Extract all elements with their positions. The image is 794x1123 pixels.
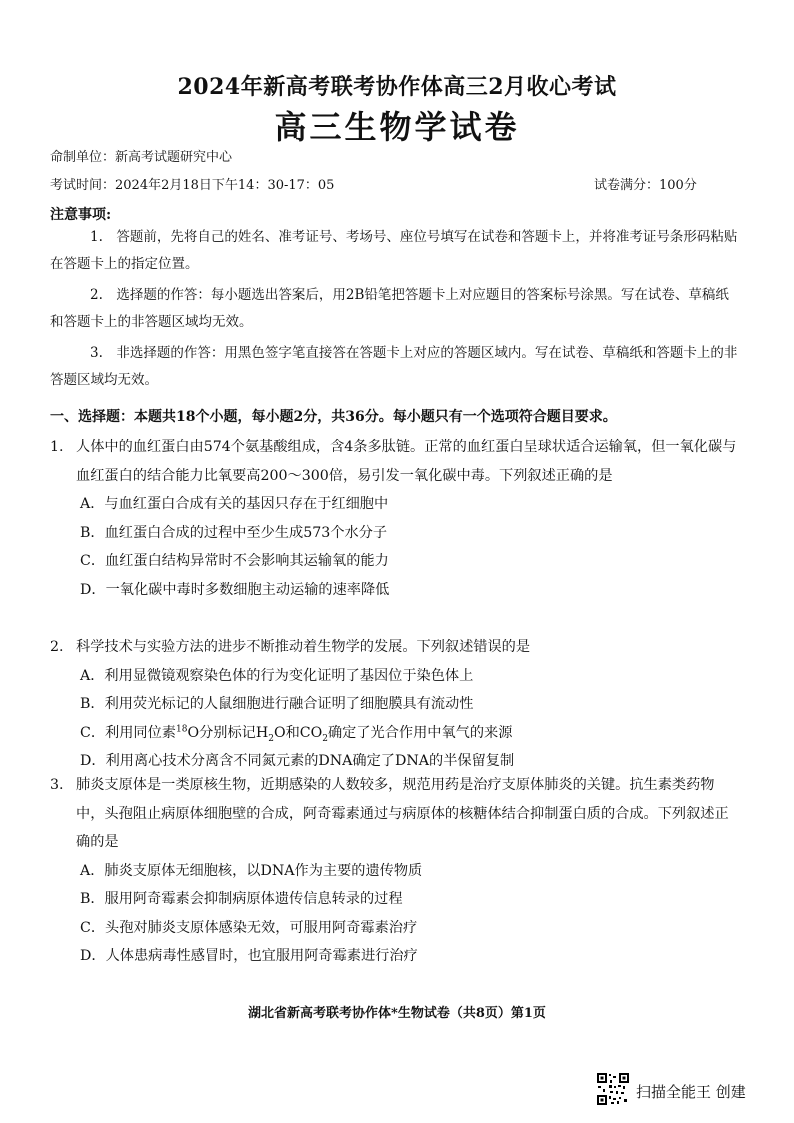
section-heading: 一、选择题：本题共18个小题，每小题2分，共36分。每小题只有一个选项符合题目要求。 [50,409,617,425]
option-a: A．利用显微镜观察染色体的行为变化证明了基因位于染色体上 [80,667,474,684]
notice-item: 2. 选择题的作答：每小题选出答案后，用2B铅笔把答题卡上对应题目的答案标号涂黑。写在试卷、草稿纸和答题卡上的非答题区域均无效。 [50,287,729,330]
watermark-label: 扫描全能王 创建 [636,1083,746,1101]
option-d: D．一氧化碳中毒时多数细胞主动运输的速率降低 [80,581,390,598]
issuer: 命制单位：新高考试题研究中心 [50,150,233,165]
exam-time: 考试时间：2024年2月18日下午14：30-17：05 [50,178,335,193]
question-stem: 肺炎支原体是一类原核生物，近期感染的人数较多，规范用药是治疗支原体肺炎的关键。抗生素类药物中，头孢阻止病原体细胞壁的合成，阿奇霉素通过与病原体的核糖体结合抑制蛋白质的合成。下列叙述正确的是 [76,777,729,850]
option-a: A．与血红蛋白合成有关的基因只存在于红细胞中 [80,496,389,512]
question-number: 3. [50,777,64,793]
exam-title: 2024年新高考联考协作体高三2月收心考试 [177,74,617,100]
option-b: B．服用阿奇霉素会抑制病原体遗传信息转录的过程 [80,891,403,907]
option-d: D．利用离心技术分离含不同氮元素的DNA确定了DNA的半保留复制 [80,753,515,769]
qr-code-icon [596,1072,630,1106]
question-stem: 人体中的血红蛋白由574个氨基酸组成，含4条多肽链。正常的血红蛋白呈球状适合运输氧，但一氧化碳与血红蛋白的结合能力比氧要高200～300倍，易引发一氧化碳中毒。下列叙述正确的是 [76,439,737,484]
option-c: C．血红蛋白结构异常时不会影响其运输氧的能力 [80,553,389,569]
notice-item: 1. 答题前，先将自己的姓名、准考证号、考场号、座位号填写在试卷和答题卡上，并将准考证号条形码粘贴在答题卡上的指定位置。 [50,229,738,272]
option-c: C．头孢对肺炎支原体感染无效，可服用阿奇霉素治疗 [80,919,418,936]
notice-heading: 注意事项: [50,207,112,223]
question-3 [50,771,740,971]
option-c: C．利用同位素$^{18}$O分别标记$H_2O$和$CO_2$确定了光合作用中氧气的来源 [80,723,513,744]
paper-title: 高三生物学试卷 [274,108,520,146]
option-a: A．肺炎支原体无细胞核，以DNA作为主要的遗传物质 [80,862,423,879]
option-b: B．利用荧光标记的人鼠细胞进行融合证明了细胞膜具有流动性 [80,696,474,712]
question-2 [50,633,740,776]
question-stem: 科学技术与实验方法的进步不断推动着生物学的发展。下列叙述错误的是 [76,639,531,655]
option-b: B．血红蛋白合成的过程中至少生成573个水分子 [80,524,388,541]
page-footer: 湖北省新高考联考协作体*生物试卷（共8页）第1页 [248,1006,546,1021]
full-score: 试卷满分：100分 [594,178,697,193]
question-1 [50,433,740,604]
question-number: 1. [50,439,64,455]
option-d: D．人体患病毒性感冒时，也宜服用阿奇霉素进行治疗 [80,948,418,964]
notice-item: 3. 非选择题的作答：用黑色签字笔直接答在答题卡上对应的答题区域内。写在试卷、草稿纸和答题卡上的非答题区域均无效。 [50,345,738,388]
question-number: 2. [50,639,64,655]
